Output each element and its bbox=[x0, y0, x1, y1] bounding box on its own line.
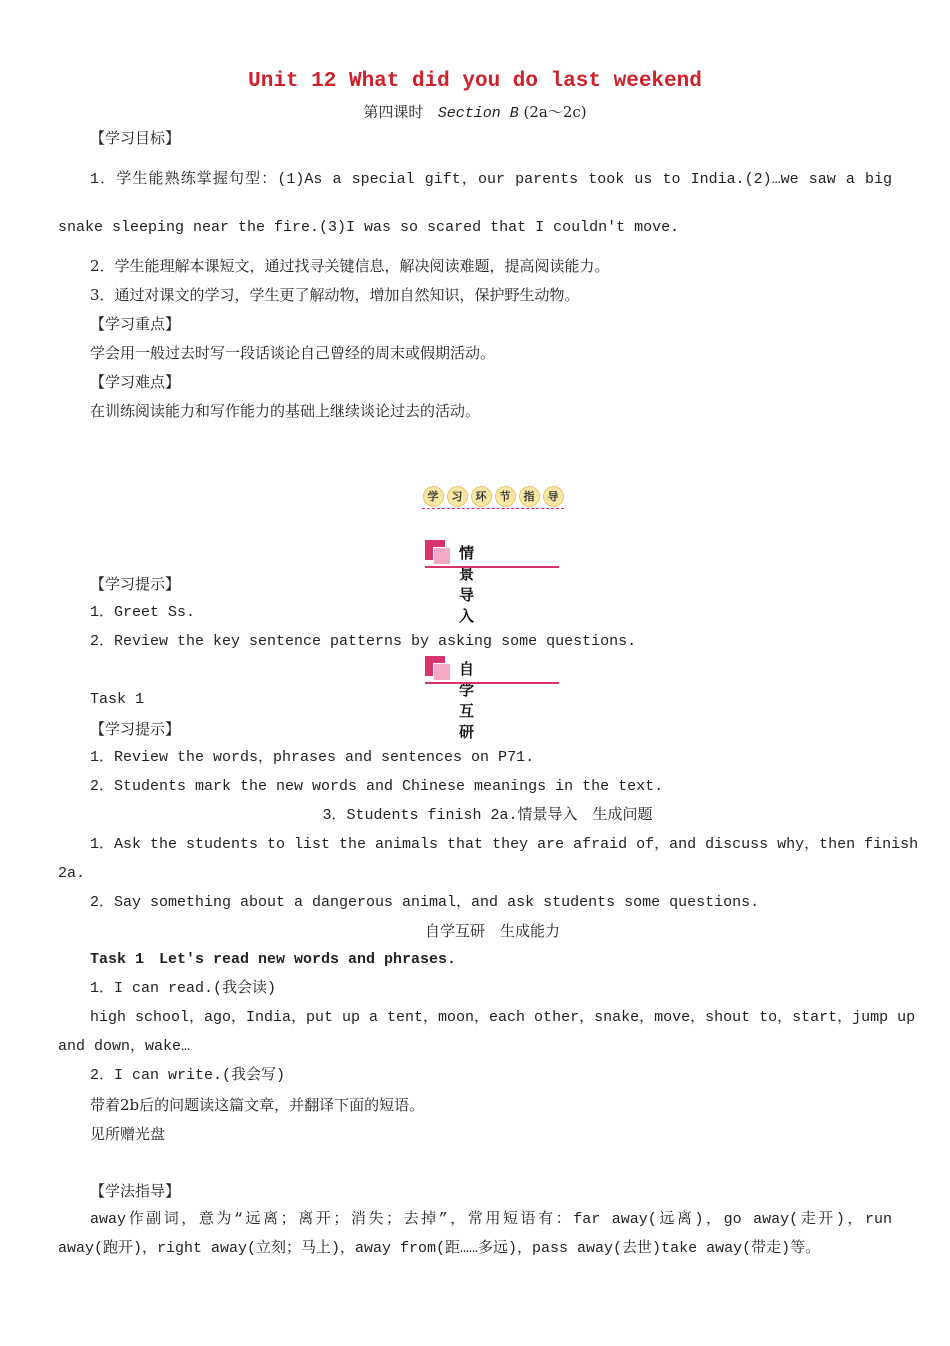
objective-1-line2: snake sleeping near the fire.(3)I was so scared that I couldn't move. bbox=[58, 219, 680, 236]
write-label: 2．I can write.(我会写) bbox=[90, 1067, 286, 1084]
guide-char: 节 bbox=[495, 486, 516, 507]
method-line1: away作副词，意为“远离；离开；消失；去掉”，常用短语有：far away(远离)，go away(走开)，run bbox=[90, 1211, 892, 1228]
guide-char: 指 bbox=[519, 486, 540, 507]
intro-step1-line2: 2a. bbox=[58, 865, 86, 882]
tips1-heading: 【学习提示】 bbox=[90, 575, 181, 593]
intro-step1-line1: 1．Ask the students to list the animals that they are afraid of，and discuss why，then finish bbox=[90, 836, 919, 853]
section-range: (2a～2c) bbox=[523, 103, 587, 121]
write-note: 见所赠光盘 bbox=[90, 1125, 166, 1143]
tips2-item2: 2．Students mark the new words and Chinese meanings in the text. bbox=[90, 778, 664, 795]
lesson-label: 第四课时 bbox=[363, 103, 424, 121]
section-self-label: 自学互研 bbox=[459, 660, 478, 741]
subtitle bbox=[0, 101, 950, 122]
objective-3: 3．通过对课文的学习，学生更了解动物，增加自然知识，保护野生动物。 bbox=[90, 286, 580, 304]
guide-char: 习 bbox=[447, 486, 468, 507]
guide-char: 环 bbox=[471, 486, 492, 507]
objectives-heading: 【学习目标】 bbox=[90, 129, 181, 147]
page-title: Unit 12 What did you do last weekend bbox=[248, 70, 702, 93]
intro-step2: 2．Say something about a dangerous animal，and ask students some questions. bbox=[90, 894, 760, 911]
section-intro-label: 情景导入 bbox=[459, 544, 478, 625]
tips2-heading: 【学习提示】 bbox=[90, 720, 181, 738]
read-words-line1: high school，ago，India，put up a tent，moon，each other，snake，move，shout to，start，jump up bbox=[90, 1009, 916, 1026]
guide-char: 导 bbox=[543, 486, 564, 507]
write-instruction: 带着2b后的问题读这篇文章，并翻译下面的短语。 bbox=[90, 1096, 425, 1114]
task1-label: Task 1 bbox=[90, 691, 145, 708]
difficulties-heading: 【学习难点】 bbox=[90, 373, 181, 391]
guide-char: 学 bbox=[423, 486, 444, 507]
key-points-heading: 【学习重点】 bbox=[90, 315, 181, 333]
tips1-item1: 1．Greet Ss. bbox=[90, 604, 196, 621]
objective-2: 2．学生能理解本课短文，通过找寻关键信息，解决阅读难题，提高阅读能力。 bbox=[90, 257, 610, 275]
task1-title: Task 1 Let's read new words and phrases. bbox=[90, 951, 457, 968]
dotted-divider bbox=[422, 508, 564, 509]
tips2-item1: 1．Review the words，phrases and sentences on P71. bbox=[90, 749, 535, 766]
key-points-text: 学会用一般过去时写一段话谈论自己曾经的周末或假期活动。 bbox=[90, 344, 496, 362]
difficulties-text: 在训练阅读能力和写作能力的基础上继续谈论过去的活动。 bbox=[90, 402, 481, 420]
tips2-item3: 3．Students finish 2a.情景导入 生成问题 bbox=[322, 807, 653, 824]
method-line2: away(跑开)，right away(立刻；马上)，away from(距……多远)，pass away(去世)take away(带走)等。 bbox=[58, 1240, 821, 1257]
self-ability-heading: 自学互研 生成能力 bbox=[424, 922, 560, 940]
read-words-line2: and down，wake… bbox=[58, 1038, 191, 1055]
section-label: Section B bbox=[437, 105, 519, 122]
tips1-item2: 2．Review the key sentence patterns by asking some questions. bbox=[90, 633, 637, 650]
read-label: 1．I can read.(我会读) bbox=[90, 980, 277, 997]
objective-1-line1: 1．学生能熟练掌握句型：(1)As a special gift，our parents took us to India.(2)…we saw a big bbox=[90, 171, 892, 188]
method-heading: 【学法指导】 bbox=[90, 1182, 181, 1200]
guide-banner bbox=[422, 484, 564, 510]
